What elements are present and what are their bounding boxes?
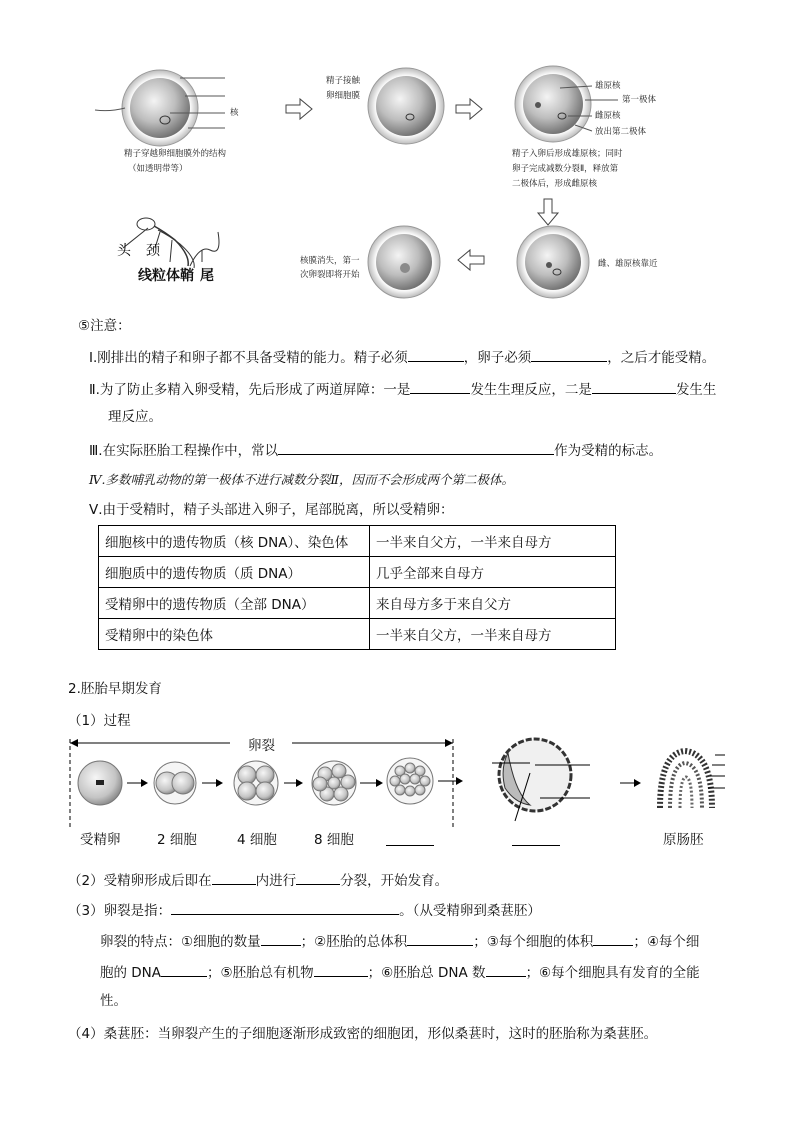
label-contact-2: 卵细胞膜 xyxy=(326,91,361,101)
stage-label-4cell: 4 细胞 xyxy=(237,832,277,848)
blank xyxy=(407,930,473,946)
desc-step4: 雌、雄原核靠近 xyxy=(598,259,658,269)
blank xyxy=(486,961,526,977)
inheritance-table xyxy=(98,525,616,650)
feature-d: ；④每个细 xyxy=(633,934,700,950)
egg-cell-5 xyxy=(368,226,440,298)
feature-e: 胞的 DNA xyxy=(100,965,162,981)
egg-cell-1 xyxy=(95,70,225,146)
blank-morula xyxy=(386,830,434,846)
egg-cell-4 xyxy=(517,226,589,298)
cleavage-label: 卵裂 xyxy=(244,736,279,756)
sperm-neck-label: 颈 xyxy=(146,243,160,259)
four-cell-embryo xyxy=(234,761,278,805)
label-contact-1: 精子接触 xyxy=(326,76,361,86)
note-2-text-b: 发生生理反应，二是 xyxy=(470,382,592,398)
blank xyxy=(261,930,301,946)
caption-sperm-passes-zona-1: 精子穿越卵细胞膜外的结构 xyxy=(124,149,227,159)
note-1-text-c: ，之后才能受精。 xyxy=(607,350,716,366)
cleavage-features-line-1 xyxy=(100,930,699,952)
section-2-title: 2.胚胎早期发育 xyxy=(68,681,162,697)
note-3 xyxy=(89,439,662,461)
table-cell: 细胞核中的遗传物质（核 DNA）、染色体 xyxy=(99,526,370,557)
gastrula-embryo xyxy=(660,751,725,808)
note-1-text-b: ，卵子必须 xyxy=(463,350,532,366)
question-3 xyxy=(68,899,541,921)
note-1 xyxy=(89,346,715,368)
q3-text-a: （3）卵裂是指： xyxy=(68,903,172,919)
blank xyxy=(212,869,256,885)
sperm-mito-label: 线粒体鞘 xyxy=(138,268,194,284)
blank xyxy=(408,346,464,362)
desc-step3-1: 精子入卵后形成雄原核；同时 xyxy=(512,149,623,159)
blank xyxy=(593,930,633,946)
table-row xyxy=(99,588,616,619)
label-release-second-polar-body: 放出第二极体 xyxy=(595,127,647,137)
desc-step5-2: 次卵裂即将开始 xyxy=(300,270,360,280)
table-cell: 细胞质中的遗传物质（质 DNA） xyxy=(99,557,370,588)
note-3-text-a: Ⅲ.在实际胚胎工程操作中，常以 xyxy=(89,443,279,459)
blank xyxy=(278,439,554,455)
note-1-text-a: Ⅰ.刚排出的精子和卵子都不具备受精的能力。精子必须 xyxy=(89,350,408,366)
stage-label-zygote: 受精卵 xyxy=(80,832,121,848)
cleavage-diagram xyxy=(60,733,750,833)
note-5: Ⅴ.由于受精时，精子头部进入卵子，尾部脱离，所以受精卵： xyxy=(89,502,454,518)
feature-c: ；③每个细胞的体积 xyxy=(473,934,594,950)
blank-blastocyst xyxy=(512,830,560,846)
table-row xyxy=(99,526,616,557)
morula-embryo xyxy=(387,758,433,804)
stage-label-gastrula: 原肠胚 xyxy=(663,832,704,848)
blank xyxy=(171,899,399,915)
question-4-morula: （4）桑葚胚：当卵裂产生的子细胞逐渐形成致密的细胞团，形似桑葚时，这时的胚胎称为桑葚胚。 xyxy=(68,1026,658,1042)
sperm-illustration xyxy=(123,218,219,268)
blank xyxy=(296,869,340,885)
note-2-text-a: Ⅱ.为了防止多精入卵受精，先后形成了两道屏障：一是 xyxy=(89,382,411,398)
blank xyxy=(161,961,207,977)
desc-step3-3: 二极体后，形成雌原核 xyxy=(512,179,598,189)
label-female-pronucleus: 雌原核 xyxy=(595,111,621,121)
table-cell: 受精卵中的染色体 xyxy=(99,619,370,650)
desc-step3-2: 卵子完成减数分裂Ⅱ，释放第 xyxy=(512,164,619,174)
label-male-pronucleus: 雄原核 xyxy=(595,81,621,91)
zygote-cell xyxy=(78,761,122,805)
blank xyxy=(531,346,607,362)
blank xyxy=(592,378,676,394)
table-cell: 一半来自父方，一半来自母方 xyxy=(370,619,616,650)
caption-sperm-passes-zona-2: （如透明带等） xyxy=(128,164,188,174)
q3-text-b: 。（从受精卵到桑葚胚） xyxy=(399,903,541,919)
q2-text-c: 分裂，开始发育。 xyxy=(340,873,449,889)
sperm-tail-label: 尾 xyxy=(200,268,214,284)
feature-b: ；②胚胎的总体积 xyxy=(300,934,408,950)
table-row xyxy=(99,557,616,588)
question-2 xyxy=(68,869,448,891)
table-row xyxy=(99,619,616,650)
eight-cell-embryo xyxy=(312,761,356,805)
feature-h: ；⑥每个细胞具有发育的全能 xyxy=(525,965,700,981)
q2-text-b: 内进行 xyxy=(255,873,297,889)
note-2-cont: 理反应。 xyxy=(108,409,162,425)
blank xyxy=(410,378,470,394)
table-cell: 受精卵中的遗传物质（全部 DNA） xyxy=(99,588,370,619)
label-first-polar-body: 第一极体 xyxy=(622,95,657,105)
desc-step5-1: 核膜消失，第一 xyxy=(300,256,360,266)
note-4: Ⅳ.多数哺乳动物的第一极体不进行减数分裂Ⅱ，因而不会形成两个第二极体。 xyxy=(89,472,514,487)
notes-title: ⑤注意： xyxy=(78,318,131,334)
cleavage-features-line-3: 性。 xyxy=(100,993,127,1009)
q2-text-a: （2）受精卵形成后即在 xyxy=(68,873,212,889)
sperm-head-label: 头 xyxy=(117,243,131,259)
table-cell: 几乎全部来自母方 xyxy=(370,557,616,588)
note-3-text-b: 作为受精的标志。 xyxy=(554,443,663,459)
feature-a: 卵裂的特点：①细胞的数量 xyxy=(100,934,261,950)
two-cell-embryo xyxy=(154,762,196,804)
feature-f: ；⑤胚胎总有机物 xyxy=(207,965,314,981)
cleavage-features-line-2 xyxy=(100,961,700,983)
feature-g: ；⑥胚胎总 DNA 数 xyxy=(367,965,486,981)
stage-label-2cell: 2 细胞 xyxy=(157,832,197,848)
table-cell: 一半来自父方，一半来自母方 xyxy=(370,526,616,557)
table-cell: 来自母方多于来自父方 xyxy=(370,588,616,619)
process-heading: （1）过程 xyxy=(68,713,131,729)
label-nucleus: 核 xyxy=(230,108,239,118)
blastocyst-embryo xyxy=(492,739,590,821)
blank xyxy=(314,961,368,977)
stage-label-8cell: 8 细胞 xyxy=(314,832,354,848)
note-2 xyxy=(89,378,716,400)
egg-cell-2 xyxy=(368,68,444,144)
note-2-text-c: 发生生 xyxy=(675,382,717,398)
